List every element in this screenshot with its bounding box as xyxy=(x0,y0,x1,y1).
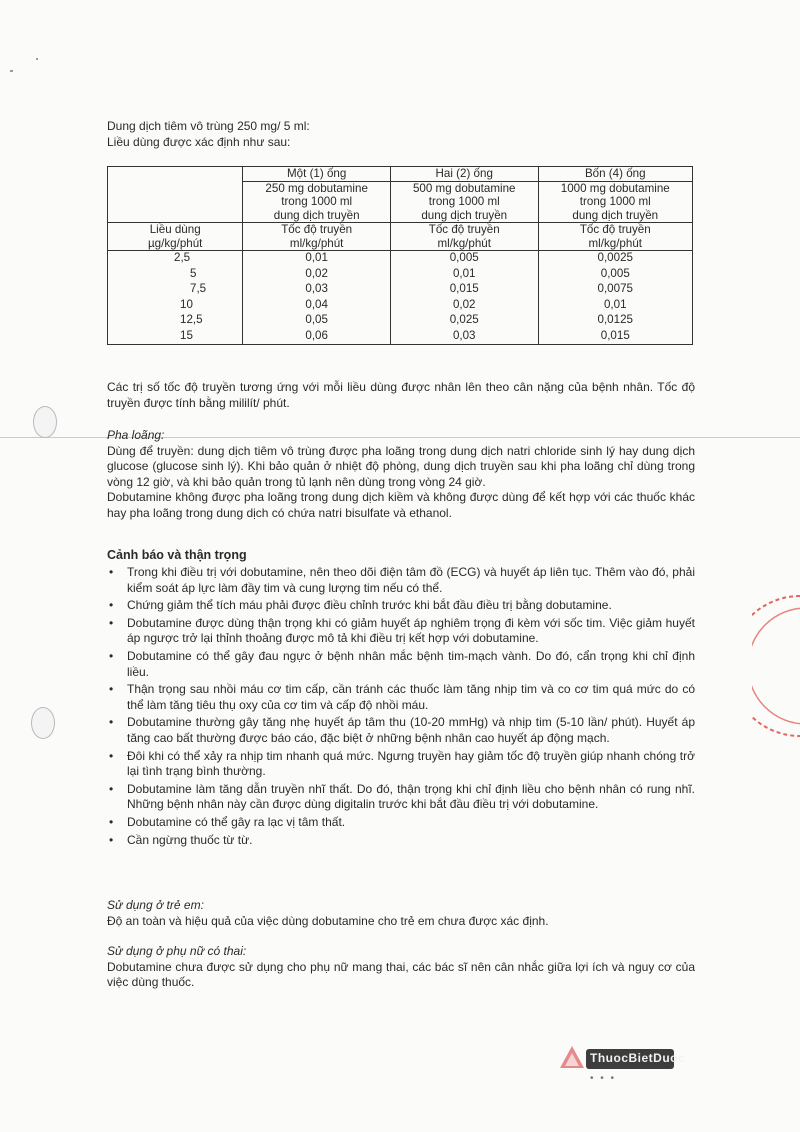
rate-label: Tốc độ truyền ml/kg/phút xyxy=(243,223,391,251)
concentration-cell: 250 mg dobutamine trong 1000 ml dung dịch truyền xyxy=(243,181,391,223)
table-row: 7,5 0,03 0,015 0,0075 xyxy=(108,282,693,298)
dosage-table xyxy=(107,166,693,345)
concentration-cell: 500 mg dobutamine trong 1000 ml dung dịch truyền xyxy=(390,181,538,223)
table-row: 5 0,02 0,01 0,005 xyxy=(108,267,693,283)
list-item: • Đôi khi có thể xảy ra nhịp tim nhanh quá mức. Ngưng truyền hay giảm tốc độ truyền giúp nhanh chóng trở lại tình trạng bình thường. xyxy=(109,748,695,779)
list-item: • Dobutamine có thể gây ra lạc vị tâm thất. xyxy=(109,814,346,829)
dilution-paragraph-2: Dobutamine không được pha loãng trong dung dịch kiềm và không được dùng để kết hợp với các thuốc khác hay pha loãng trong dung dịch có chứa natri bisulfate và ethanol. xyxy=(107,490,695,520)
intro xyxy=(107,118,310,150)
table-row: 15 0,06 0,03 0,015 xyxy=(108,329,693,345)
header-two-ampoules: Hai (2) ống xyxy=(390,167,538,182)
logo-dots: • • • xyxy=(590,1073,617,1084)
table-row: 2,5 0,01 0,005 0,0025 xyxy=(108,251,693,267)
children-heading: Sử dụng ở trẻ em: xyxy=(107,898,204,912)
list-item: • Dobutamine thường gây tăng nhẹ huyết áp tâm thu (10-20 mmHg) và nhịp tim (5-10 lần/ phút). Huyết áp tăng cao bất thường được báo cáo, đặc biệt ở những bệnh nhân cao huyết áp động mạch. xyxy=(109,715,695,745)
dose-label: Liều dùng µg/kg/phút xyxy=(108,223,243,251)
pregnancy-text: Dobutamine chưa được sử dụng cho phụ nữ mang thai, các bác sĩ nên cân nhắc giữa lợi ích và nguy cơ của việc dùng thuốc. xyxy=(107,959,695,989)
concentration-cell: 1000 mg dobutamine trong 1000 ml dung dịch truyền xyxy=(538,181,692,223)
punch-hole xyxy=(31,707,55,739)
header-four-ampoules: Bốn (4) ống xyxy=(538,167,692,182)
rate-note: Các trị số tốc độ truyền tương ứng với mỗi liều dùng được nhân lên theo cân nặng của bệnh nhân. Tốc độ truyền được tính bằng mililít/ phút. xyxy=(107,380,695,410)
pregnancy-section xyxy=(107,944,695,991)
table-row: 12,5 0,05 0,025 0,0125 xyxy=(108,313,693,329)
rate-label: Tốc độ truyền ml/kg/phút xyxy=(390,223,538,251)
children-text: Độ an toàn và hiệu quả của việc dùng dobutamine cho trẻ em chưa được xác định. xyxy=(107,913,549,928)
table-row: 10 0,04 0,02 0,01 xyxy=(108,298,693,314)
list-item: • Dobutamine được dùng thận trọng khi có giảm huyết áp nghiêm trọng đi kèm với sốc tim. Việc giảm huyết áp ngược trở lại thỉnh thoảng được mô tả khi điều trị kết hợp với dobutamine. xyxy=(109,615,695,646)
table-corner xyxy=(108,167,243,182)
warnings-heading: Cảnh báo và thận trọng xyxy=(107,548,247,562)
list-item: • Dobutamine có thể gây đau ngực ở bệnh nhân mắc bệnh tim-mạch vành. Do đó, cẩn trọng khi chỉ định liều. xyxy=(109,648,695,679)
dilution-paragraph-1: Dùng để truyền: dung dịch tiêm vô trùng được pha loãng trong dung dịch natri chloride sinh lý hay dung dịch glucose (glucose sinh lý). Khi bảo quản ở nhiệt độ phòng, dung dịch truyền sau khi pha loãng chỉ dùng trong vòng 12 giờ, và khi bảo quản trong tủ lạnh nên dùng trong vòng 24 giờ. xyxy=(107,443,695,489)
children-section xyxy=(107,898,695,929)
dilution-section xyxy=(107,428,695,521)
scan-speck xyxy=(36,58,38,60)
list-item: • Trong khi điều trị với dobutamine, nên theo dõi điện tâm đồ (ECG) và huyết áp liên tục. Thêm vào đó, phải kiểm soát áp lực làm đầy tim và cung lượng tim nếu có thể. xyxy=(109,565,695,595)
list-item: • Chứng giảm thể tích máu phải được điều chỉnh trước khi bắt đầu điều trị bằng dobutamine. xyxy=(109,598,612,613)
warnings-list xyxy=(107,565,695,850)
header-one-ampoule: Một (1) ống xyxy=(243,167,391,182)
dilution-heading: Pha loãng: xyxy=(107,428,165,442)
intro-line-2: Liều dùng được xác định như sau: xyxy=(107,135,291,149)
scan-speck xyxy=(10,70,13,72)
watermark-logo xyxy=(558,1040,688,1088)
list-item: • Cần ngừng thuốc từ từ. xyxy=(109,832,253,847)
logo-text: ThuocBietDuoc xyxy=(590,1051,686,1065)
red-stamp-fragment xyxy=(752,590,800,740)
triangle-logo-icon xyxy=(558,1044,586,1070)
punch-hole xyxy=(33,406,57,438)
rate-label: Tốc độ truyền ml/kg/phút xyxy=(538,223,692,251)
intro-line-1: Dung dịch tiêm vô trùng 250 mg/ 5 ml: xyxy=(107,119,310,133)
pregnancy-heading: Sử dụng ở phụ nữ có thai: xyxy=(107,944,247,958)
list-item: • Thận trọng sau nhồi máu cơ tim cấp, cần tránh các thuốc làm tăng nhịp tim và co cơ tim quá mức do có thể làm tăng tiêu thụ oxy của cơ tim và cấp độ nhồi máu. xyxy=(109,682,695,712)
list-item: • Dobutamine làm tăng dẫn truyền nhĩ thất. Do đó, thận trọng khi chỉ định liều cho bệnh nhân có rung nhĩ. Những bệnh nhân này cần được dùng digitalin trước khi bắt đầu điều trị với dobutamine. xyxy=(109,781,695,812)
